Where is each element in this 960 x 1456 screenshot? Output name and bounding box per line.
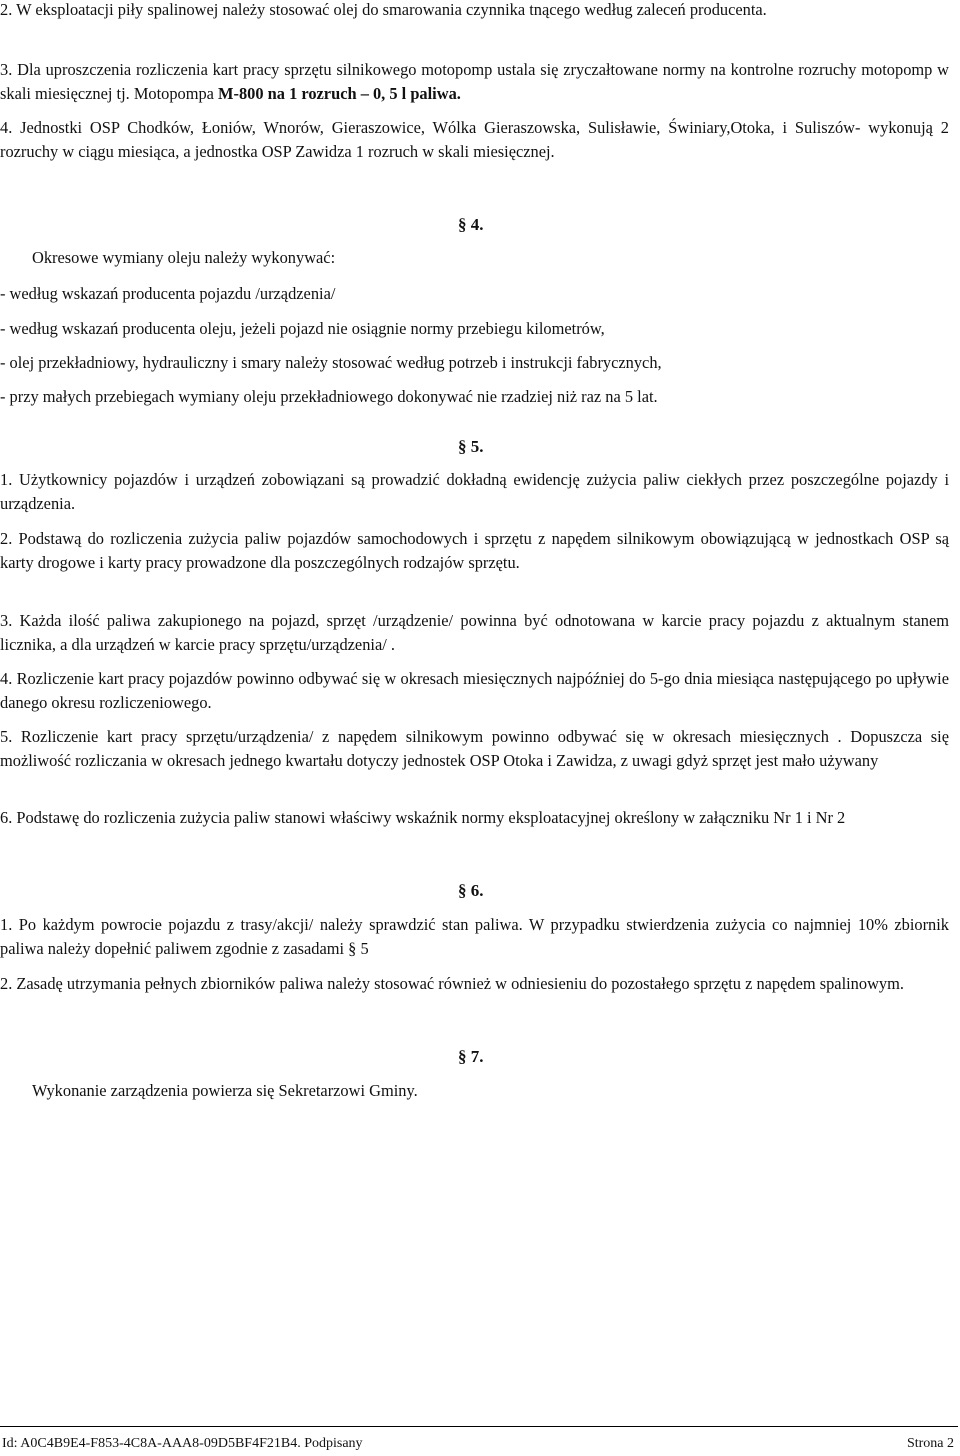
s5-paragraph-2: 2. Podstawą do rozliczenia zużycia paliw pojazdów samochodowych i sprzętu z napędem silnikowym obowiązującą w jednostkach OSP są karty drogowe i karty pracy prowadzone dla poszczególnych rodzajów sprzętu. [0,529,949,572]
footer-page-number: Strona 2 [906,1436,954,1451]
oil-item: - według wskazań producenta oleju, jeżeli pojazd nie osiągnie normy przebiegu kilometrów, [0,319,605,338]
footer-divider [0,1426,958,1427]
oil-item: - według wskazań producenta pojazdu /urządzenia/ [0,284,336,303]
paragraph-3-bold: M-800 na 1 rozruch – 0, 5 l paliwa. [218,84,461,103]
paragraph-4: 4. Jednostki OSP Chodków, Łoniów, Wnorów, Gieraszowice, Wólka Gieraszowska, Sulisławie, Świniary,Otoka, i Suliszów- wykonują 2 rozruchy w ciągu miesiąca, a jednostka OSP Zawidza 1 rozruch w skali miesięcznej. [0,118,949,161]
s6-paragraph-1: 1. Po każdym powrocie pojazdu z trasy/akcji/ należy sprawdzić stan paliwa. W przypadku stwierdzenia zużycia co najmniej 10% zbiornik paliwa należy dopełnić paliwem zgodnie z zasadami § 5 [0,915,949,958]
s5-paragraph-4: 4. Rozliczenie kart pracy pojazdów powinno odbywać się w okresach miesięcznych najpóźniej do 5-go dnia miesiąca następującego po upływie danego okresu rozliczeniowego. [0,669,949,712]
section-heading-5: § 5. [458,437,484,456]
section-heading-7: § 7. [458,1047,484,1066]
paragraph-3 [0,58,949,106]
section-heading-4: § 4. [458,215,484,234]
s5-paragraph-3: 3. Każda ilość paliwa zakupionego na pojazd, sprzęt /urządzenie/ powinna być odnotowana w karcie pracy pojazdu z aktualnym stanem licznika, a dla urządzeń w karcie pracy sprzętu/urządzenia/ . [0,611,949,654]
s5-paragraph-5: 5. Rozliczenie kart pracy sprzętu/urządzenia/ z napędem silnikowym powinno odbywać się w okresach miesięcznych . Dopuszcza się możliwość rozliczania w okresach jednego kwartału dotyczy jednostek OSP Otoka i Zawidza, z uwagi gdyż sprzęt jest mało używany [0,727,949,770]
s6-paragraph-2: 2. Zasadę utrzymania pełnych zbiorników paliwa należy stosować również w odniesieniu do pozostałego sprzętu z napędem spalinowym. [0,974,904,993]
s5-paragraph-6: 6. Podstawę do rozliczenia zużycia paliw stanowi właściwy wskaźnik normy eksploatacyjnej określony w załączniku Nr 1 i Nr 2 [0,808,846,827]
paragraph-3-text: 3. Dla uproszczenia rozliczenia kart pracy sprzętu silnikowego motopomp ustala się zryczałtowane normy na kontrolne rozruchy motopomp w skali miesięcznej tj. Motopompa [0,60,949,103]
oil-item: - przy małych przebiegach wymiany oleju przekładniowego dokonywać nie rzadziej niż raz na 5 lat. [0,387,658,406]
footer-document-id: Id: A0C4B9E4-F853-4C8A-AAA8-09D5BF4F21B4. Podpisany [2,1436,363,1451]
paragraph-2: 2. W eksploatacji piły spalinowej należy stosować olej do smarowania czynnika tnącego według zaleceń producenta. [0,0,767,19]
section-heading-6: § 6. [458,881,484,900]
oil-intro: Okresowe wymiany oleju należy wykonywać: [32,248,336,267]
s5-paragraph-1: 1. Użytkownicy pojazdów i urządzeń zobowiązani są prowadzić dokładną ewidencję zużycia paliw ciekłych przez poszczególne pojazdy i urządzenia. [0,470,949,513]
oil-item: - olej przekładniowy, hydrauliczny i smary należy stosować według potrzeb i instrukcji fabrycznych, [0,353,662,372]
s7-text: Wykonanie zarządzenia powierza się Sekretarzowi Gminy. [32,1081,418,1100]
